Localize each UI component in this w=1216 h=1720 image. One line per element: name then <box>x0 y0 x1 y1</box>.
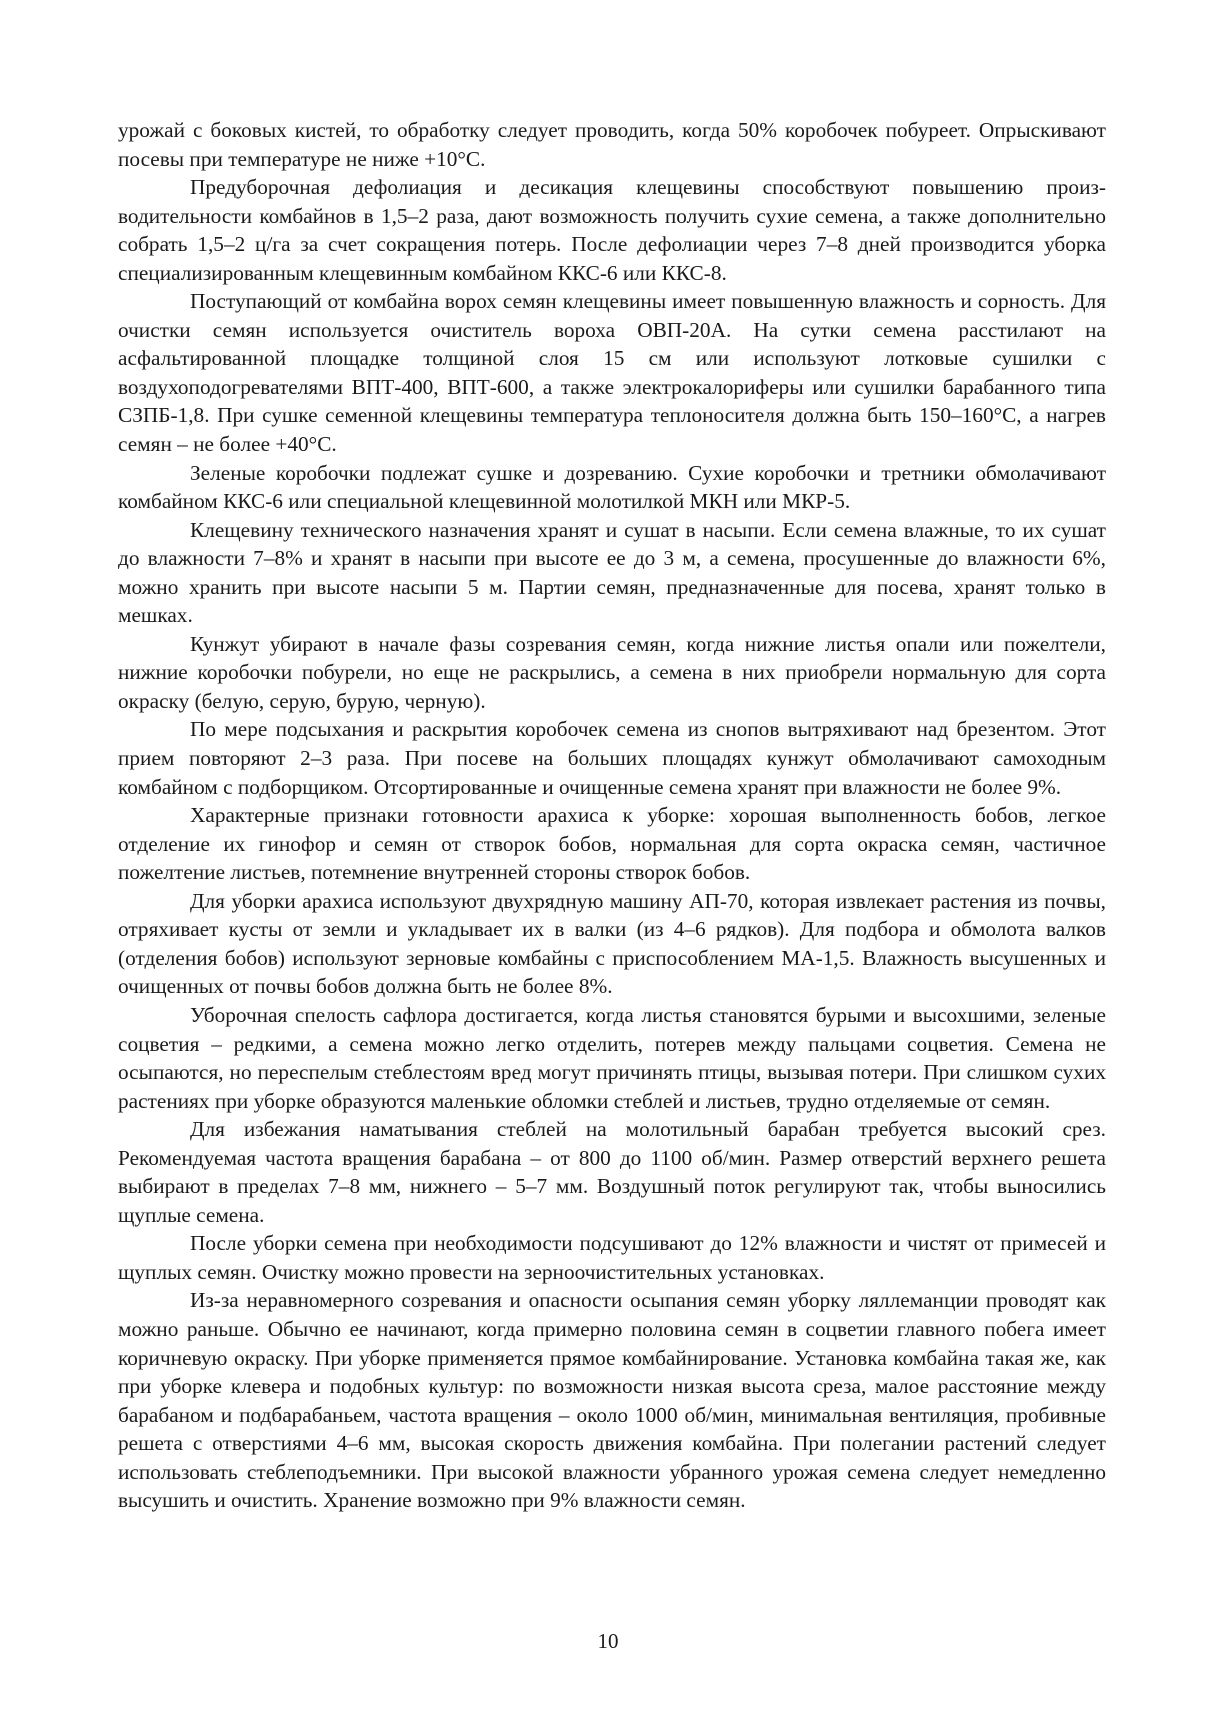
paragraph: После уборки семена при необходимости подсушивают до 12% влажности и чистят от примесей и щуплых семян. Очистку можно провести на зерноочистительных установках. <box>118 1231 1106 1284</box>
paragraph-continued: урожай с боковых кистей, то обработку следует проводить, когда 50% коробочек побуреет. Опрыскивают посевы при температуре не ниже +10°С. <box>118 118 1106 171</box>
paragraph: Зеленые коробочки подлежат сушке и дозреванию. Сухие коробочки и третники обмолачивают комбайном ККС-6 или специальной клещевинной молотилкой МКН или МКР-5. <box>118 460 1106 514</box>
paragraph: Кунжут убирают в начале фазы созревания семян, когда нижние листья опали или пожелтели, нижние коробочки побурели, но еще не раскрылись, а семена в них приобрели нормальную для сорта окраску (белую, серую, бурую, черную). <box>118 631 1106 713</box>
paragraph: Для уборки арахиса используют двухрядную машину АП-70, которая извлекает растения из почвы, отряхивает кусты от земли и укладывает их в валки (из 4–6 рядков). Для подбора и обмолота валков (отделения бобов) используют зерновые комбайны с приспособлением МА-1,5. Влажность высушенных и очищенных от почвы бобов должна быть не более 8%. <box>118 888 1106 999</box>
paragraph: Уборочная спелость сафлора достигается, когда листья становятся бурыми и высохшими, зеленые соцветия – редкими, а семена можно легко отделить, потерев между пальцами соцветия. Семена не осыпаются, но переспелым стеблестоям вред могут причинять птицы, вызывая потери. При слишком сухих растениях при уборке образуются маленькие обломки стеблей и листьев, трудно отделяемые от семян. <box>118 1002 1106 1113</box>
page-body <box>118 116 1106 1515</box>
page-number: 10 <box>597 1629 619 1653</box>
paragraph: По мере подсыхания и раскрытия коробочек семена из снопов вытряхивают над брезентом. Этот прием повторяют 2–3 раза. При посеве на больших площадях кунжут обмолачивают самоходным комбайном с подборщиком. Отсортированные и очищенные семена хранят при влажности не более 9%. <box>118 717 1106 799</box>
paragraph: Предуборочная дефолиация и десикация клещевины способствуют повышению производительности комбайнов в 1,5–2 раза, дают возможность получить сухие семена, а также дополнительно собрать 1,5–2 ц/га за счет сокращения потерь. После дефолиации через 7–8 дней производится уборка специализированным клещевинным комбайном ККС-6 или ККС-8. <box>118 175 1106 285</box>
paragraph: Характерные признаки готовности арахиса к уборке: хорошая выполненность бобов, легкое отделение их гинофор и семян от створок бобов, нормальная для сорта окраска семян, частичное пожелтение листьев, потемнение внутренней стороны створок бобов. <box>118 803 1106 885</box>
paragraph: Поступающий от комбайна ворох семян клещевины имеет повышенную влажность и сорность. Для очистки семян используется очиститель вороха ОВП-20А. На сутки семена расстилают на асфальтированной площадке толщиной слоя 15 см или используют лотковые сушилки с воздухоподогревателями ВПТ-400, ВПТ-600, а также электрокалориферы или сушилки барабанного типа СЗПБ-1,8. При сушке семенной клещевины температура теплоносителя должна быть 150–160°С, а нагрев семян – не более +40°С. <box>118 289 1106 457</box>
paragraph: Из-за неравномерного созревания и опасности осыпания семян уборку ляллеманции проводят как можно раньше. Обычно ее начинают, когда примерно половина семян в соцветии главного побега имеет коричневую окраску. При уборке применяется прямое комбайнирование. Установка комбайна такая же, как при уборке клевера и подобных культур: по возможности низкая высота среза, малое расстояние между барабаном и подбарабаньем, частота вращения – около 1000 об/мин, минимальная вентиляция, пробивные решета с отверстиями 4–6 мм, высокая скорость движения комбайна. При полегании растений следует использовать стеблеподъемники. При высокой влажности убранного урожая семена следует немедленно высушить и очистить. Хранение возможно при 9% влажности семян. <box>118 1288 1106 1513</box>
paragraph: Клещевину технического назначения хранят и сушат в насыпи. Если семена влажные, то их сушат до влажности 7–8% и хранят в насыпи при высоте ее до 3 м, а семена, просушенные до влажности 6%, можно хранить при высоте насыпи 5 м. Партии семян, предназначенные для посева, хранят только в мешках. <box>118 517 1106 628</box>
paragraph: Для избежания наматывания стеблей на молотильный барабан требуется высокий срез. Рекомендуемая частота вращения барабана – от 800 до 1100 об/мин. Размер отверстий верхнего решета выбирают в пределах 7–8 мм, нижнего – 5–7 мм. Воздушный поток регулируют так, чтобы выносились щуплые семена. <box>118 1117 1106 1227</box>
